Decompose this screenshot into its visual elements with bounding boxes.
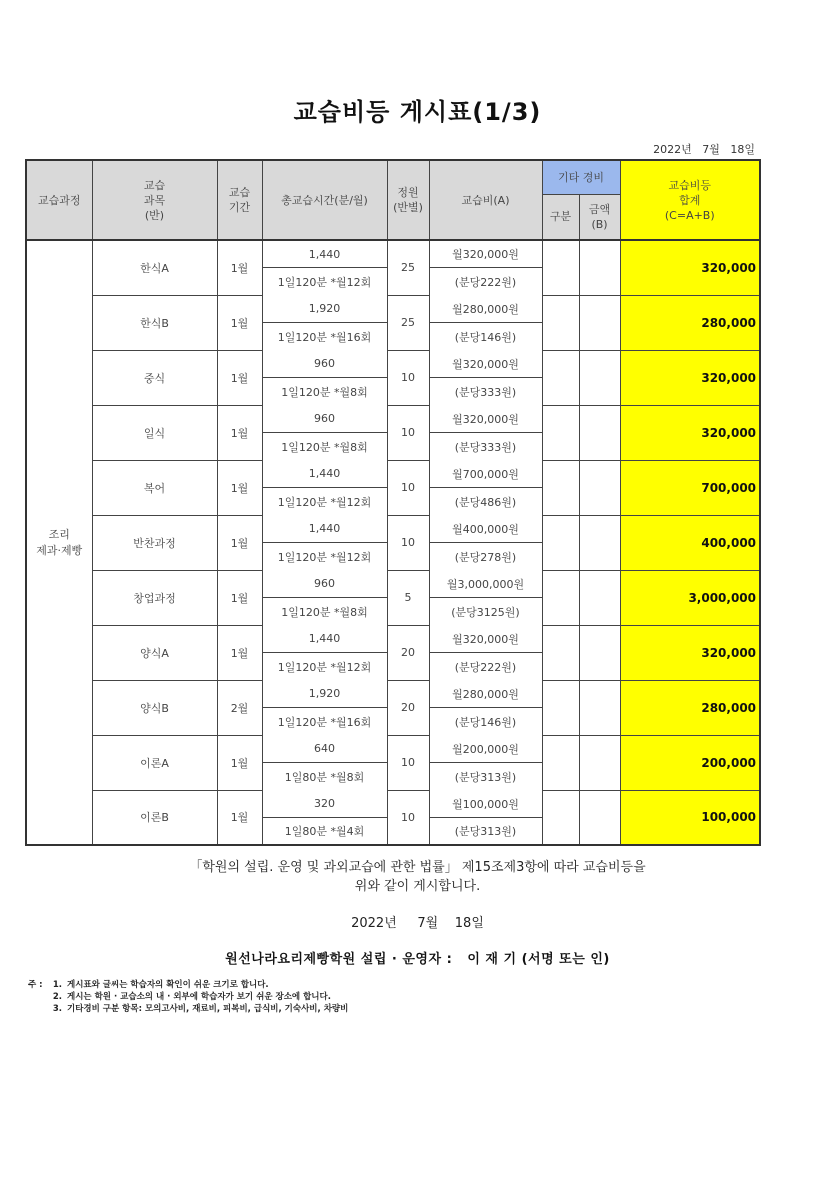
- capacity-cell: 5: [387, 570, 429, 625]
- period-cell: 1월: [217, 570, 262, 625]
- etc-amount-cell: [579, 350, 620, 405]
- per-minute-cell: (분당146원): [429, 323, 542, 351]
- etc-amount-cell: [579, 570, 620, 625]
- etc-type-cell: [542, 405, 579, 460]
- capacity-cell: 10: [387, 350, 429, 405]
- etc-amount-cell: [579, 295, 620, 350]
- hours-detail-cell: 1일80분 *월4회: [262, 818, 387, 846]
- etc-type-cell: [542, 625, 579, 680]
- per-minute-cell: (분당313원): [429, 818, 542, 846]
- table-row: [26, 790, 760, 818]
- capacity-cell: 20: [387, 625, 429, 680]
- header-etc-type: 구분: [542, 194, 579, 240]
- period-cell: 1월: [217, 240, 262, 295]
- notice-line-2: 위와 같이 게시합니다.: [354, 879, 481, 894]
- per-minute-cell: (분당333원): [429, 433, 542, 461]
- header-etc-amount: 금액 (B): [579, 194, 620, 240]
- etc-amount-cell: [579, 405, 620, 460]
- etc-type-cell: [542, 240, 579, 295]
- total-cell: 280,000: [620, 295, 760, 350]
- table-row: [26, 680, 760, 708]
- table-row: [26, 240, 760, 268]
- fee-table-body: [26, 240, 760, 845]
- subject-cell: 이론B: [92, 790, 217, 845]
- hours-detail-cell: 1일120분 *월16회: [262, 323, 387, 351]
- hours-detail-cell: 1일120분 *월8회: [262, 433, 387, 461]
- posting-date-top: 2022년 7월 18일: [653, 143, 755, 156]
- hours-cell: 320: [262, 790, 387, 818]
- total-cell: 700,000: [620, 460, 760, 515]
- hours-cell: 960: [262, 405, 387, 433]
- notice-line-1: 「학원의 설립. 운영 및 과외교습에 관한 법률」 제15조제3항에 따라 교습비등을: [189, 860, 646, 875]
- capacity-cell: 20: [387, 680, 429, 735]
- notes-label: 주 :: [28, 980, 43, 990]
- note-row: [28, 991, 348, 1003]
- hours-cell: 960: [262, 350, 387, 378]
- header-etc: 기타 경비: [542, 160, 620, 194]
- etc-type-cell: [542, 350, 579, 405]
- hours-cell: 1,440: [262, 460, 387, 488]
- capacity-cell: 25: [387, 240, 429, 295]
- fee-cell: 월700,000원: [429, 460, 542, 488]
- etc-type-cell: [542, 735, 579, 790]
- hours-detail-cell: 1일120분 *월12회: [262, 653, 387, 681]
- table-row: [26, 460, 760, 488]
- per-minute-cell: (분당333원): [429, 378, 542, 406]
- hours-cell: 1,920: [262, 680, 387, 708]
- subject-cell: 창업과정: [92, 570, 217, 625]
- per-minute-cell: (분당222원): [429, 268, 542, 296]
- header-hours: 총교습시간(분/월): [262, 160, 387, 240]
- table-row: [26, 625, 760, 653]
- period-cell: 1월: [217, 625, 262, 680]
- fee-cell: 월320,000원: [429, 350, 542, 378]
- fee-cell: 월400,000원: [429, 515, 542, 543]
- note-text: 기타경비 구분 항목: 모의고사비, 재료비, 피복비, 급식비, 기숙사비, 차량비: [67, 1004, 349, 1014]
- hours-cell: 640: [262, 735, 387, 763]
- course-name: 조리 제과·제빵: [26, 240, 92, 845]
- total-cell: 200,000: [620, 735, 760, 790]
- fee-cell: 월3,000,000원: [429, 570, 542, 598]
- etc-type-cell: [542, 790, 579, 845]
- signer-line: 원선나라요리제빵학원 설립 · 운영자 : 이 재 기 (서명 또는 인): [225, 952, 610, 967]
- header-subject: 교습 과목 (반): [92, 160, 217, 240]
- fee-cell: 월280,000원: [429, 295, 542, 323]
- fee-cell: 월320,000원: [429, 240, 542, 268]
- total-cell: 320,000: [620, 240, 760, 295]
- fee-cell: 월320,000원: [429, 405, 542, 433]
- capacity-cell: 25: [387, 295, 429, 350]
- period-cell: 1월: [217, 515, 262, 570]
- etc-amount-cell: [579, 240, 620, 295]
- note-text: 게시표와 글씨는 학습자의 확인이 쉬운 크기로 합니다.: [67, 980, 269, 990]
- table-row: [26, 515, 760, 543]
- per-minute-cell: (분당222원): [429, 653, 542, 681]
- fee-table: [25, 159, 761, 846]
- hours-cell: 1,440: [262, 625, 387, 653]
- note-row: [28, 1003, 348, 1015]
- posting-date-bottom: 2022년 7월 18일: [351, 916, 484, 931]
- etc-type-cell: [542, 680, 579, 735]
- table-row: [26, 350, 760, 378]
- hours-detail-cell: 1일120분 *월12회: [262, 543, 387, 571]
- total-cell: 320,000: [620, 625, 760, 680]
- capacity-cell: 10: [387, 790, 429, 845]
- per-minute-cell: (분당3125원): [429, 598, 542, 626]
- period-cell: 1월: [217, 350, 262, 405]
- hours-detail-cell: 1일80분 *월8회: [262, 763, 387, 791]
- period-cell: 1월: [217, 735, 262, 790]
- fee-cell: 월320,000원: [429, 625, 542, 653]
- etc-amount-cell: [579, 460, 620, 515]
- total-cell: 3,000,000: [620, 570, 760, 625]
- period-cell: 1월: [217, 460, 262, 515]
- period-cell: 1월: [217, 405, 262, 460]
- per-minute-cell: (분당278원): [429, 543, 542, 571]
- note-row: [28, 979, 348, 991]
- etc-amount-cell: [579, 735, 620, 790]
- hours-cell: 1,920: [262, 295, 387, 323]
- capacity-cell: 10: [387, 735, 429, 790]
- etc-amount-cell: [579, 680, 620, 735]
- total-cell: 280,000: [620, 680, 760, 735]
- table-row: [26, 295, 760, 323]
- etc-type-cell: [542, 295, 579, 350]
- subject-cell: 일식: [92, 405, 217, 460]
- capacity-cell: 10: [387, 405, 429, 460]
- header-total: 교습비등 합계 (C=A+B): [620, 160, 760, 240]
- hours-detail-cell: 1일120분 *월8회: [262, 598, 387, 626]
- period-cell: 1월: [217, 295, 262, 350]
- hours-detail-cell: 1일120분 *월16회: [262, 708, 387, 736]
- subject-cell: 양식A: [92, 625, 217, 680]
- fee-cell: 월100,000원: [429, 790, 542, 818]
- total-cell: 320,000: [620, 405, 760, 460]
- subject-cell: 반찬과정: [92, 515, 217, 570]
- etc-type-cell: [542, 460, 579, 515]
- hours-detail-cell: 1일120분 *월8회: [262, 378, 387, 406]
- note-number: 1.: [52, 980, 62, 990]
- header-period: 교습 기간: [217, 160, 262, 240]
- etc-amount-cell: [579, 790, 620, 845]
- etc-type-cell: [542, 515, 579, 570]
- period-cell: 1월: [217, 790, 262, 845]
- header-fee: 교습비(A): [429, 160, 542, 240]
- fee-cell: 월280,000원: [429, 680, 542, 708]
- page-title: 교습비등 게시표(1/3): [293, 98, 542, 126]
- period-cell: 2월: [217, 680, 262, 735]
- per-minute-cell: (분당146원): [429, 708, 542, 736]
- subject-cell: 이론A: [92, 735, 217, 790]
- etc-amount-cell: [579, 515, 620, 570]
- note-text: 게시는 학원 · 교습소의 내 · 외부에 학습자가 보기 쉬운 장소에 합니다.: [67, 992, 331, 1002]
- table-row: [26, 405, 760, 433]
- hours-detail-cell: 1일120분 *월12회: [262, 268, 387, 296]
- header-course: 교습과정: [26, 160, 92, 240]
- subject-cell: 한식A: [92, 240, 217, 295]
- etc-type-cell: [542, 570, 579, 625]
- note-number: 3.: [52, 1004, 62, 1014]
- hours-cell: 1,440: [262, 240, 387, 268]
- subject-cell: 양식B: [92, 680, 217, 735]
- subject-cell: 한식B: [92, 295, 217, 350]
- total-cell: 320,000: [620, 350, 760, 405]
- table-row: [26, 735, 760, 763]
- capacity-cell: 10: [387, 515, 429, 570]
- total-cell: 100,000: [620, 790, 760, 845]
- etc-amount-cell: [579, 625, 620, 680]
- capacity-cell: 10: [387, 460, 429, 515]
- hours-cell: 1,440: [262, 515, 387, 543]
- hours-detail-cell: 1일120분 *월12회: [262, 488, 387, 516]
- per-minute-cell: (분당313원): [429, 763, 542, 791]
- table-row: [26, 570, 760, 598]
- fee-cell: 월200,000원: [429, 735, 542, 763]
- per-minute-cell: (분당486원): [429, 488, 542, 516]
- subject-cell: 중식: [92, 350, 217, 405]
- note-number: 2.: [52, 992, 62, 1002]
- header-capacity: 정원 (반별): [387, 160, 429, 240]
- total-cell: 400,000: [620, 515, 760, 570]
- subject-cell: 복어: [92, 460, 217, 515]
- notes: [28, 979, 348, 1015]
- hours-cell: 960: [262, 570, 387, 598]
- legal-notice: [0, 858, 835, 896]
